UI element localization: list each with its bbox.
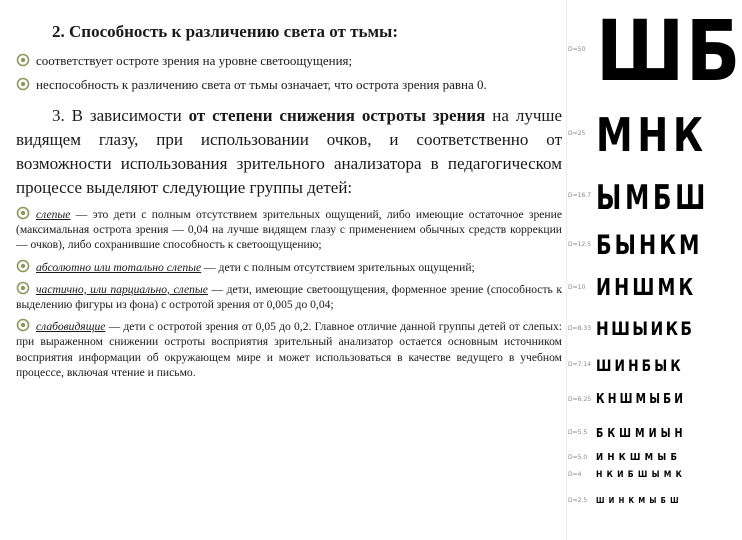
- group-text: — дети с полным отсутствием зрительных ощущений;: [204, 260, 475, 274]
- row-letters: БЫНКМ: [596, 230, 703, 261]
- row-label: D=50: [568, 46, 586, 53]
- row-label: D=10: [568, 284, 586, 291]
- row-label: D=8.33: [568, 325, 592, 332]
- section-3-number: 3.: [52, 106, 65, 125]
- section-2-heading: [52, 22, 562, 42]
- row-letters: ШИНБЫК: [596, 356, 684, 375]
- row-label: D=7.14: [568, 361, 592, 368]
- eye-chart-row: [566, 230, 720, 260]
- eye-chart-row: [566, 426, 720, 442]
- group-text: — это дети с полным отсутствием зрительных ощущений, либо имеющие остаточное зрение (максимальная острота зрения — 0,04 на лучше видящем глазу с применением обычных средств коррекции — очков), либо сохранившие способность к светоощущению;: [16, 208, 562, 252]
- eye-chart: [566, 0, 742, 540]
- bullet-ring-icon: [16, 318, 30, 332]
- group-term: слабовидящие: [36, 320, 106, 334]
- text-column: [16, 22, 562, 380]
- eye-chart-row: [566, 176, 720, 216]
- section-3-paragraph: [16, 104, 562, 200]
- row-letters: МНК: [596, 108, 708, 162]
- bullet-ring-icon: [16, 281, 30, 295]
- eye-chart-row: [566, 2, 742, 100]
- eye-chart-row: [566, 108, 720, 160]
- eye-chart-row: [566, 318, 720, 342]
- bullet-item: [16, 52, 562, 70]
- section-2-number: 2.: [52, 22, 65, 41]
- section-3-text-after: на лучше видящем глазу, при использовании очков, и соответственно от возможности использования зрительного анализатора в педагогическом процессе выделяют следующие группы детей:: [16, 106, 562, 197]
- row-letters: НШЫИКБ: [596, 318, 695, 340]
- section-3-bold-text: от степени снижения остроты зрения: [188, 106, 486, 125]
- group-item: [16, 206, 562, 253]
- row-letters: ЫМБШ: [596, 178, 710, 218]
- row-label: D=6.25: [568, 396, 592, 403]
- row-label: D=5.0: [568, 454, 588, 461]
- group-term: частично, или парциально, слепые: [36, 282, 208, 296]
- bullet-text: неспособность к различению света от тьмы означает, что острота зрения равна 0.: [36, 77, 487, 92]
- row-letters: ИНКШМЫБ: [596, 452, 682, 463]
- bullet-ring-icon: [16, 259, 30, 273]
- eye-chart-row: [566, 470, 720, 482]
- group-item: [16, 259, 562, 275]
- row-letters: ИНШМК: [596, 275, 697, 301]
- eye-chart-row: [566, 275, 720, 303]
- row-label: D=25: [568, 130, 586, 137]
- group-term: слепые: [36, 208, 71, 221]
- bullet-text: соответствует остроте зрения на уровне светоощущения;: [36, 53, 353, 68]
- section-2-title: Способность к различению света от тьмы:: [69, 22, 398, 41]
- row-label: D=16.7: [568, 192, 592, 199]
- bullet-item: [16, 76, 562, 94]
- row-letters: КНШМЫБИ: [596, 392, 687, 407]
- group-text: — дети с остротой зрения от 0,05 до 0,2. Главное отличие данной группы детей от слепых: при выраженном снижении остроты восприятия зрительный анализатор остается основным источником восприятия информации об окружающем мире и может использоваться в качестве ведущего в учебном процессе, включая чтение и письмо.: [16, 320, 562, 379]
- eye-chart-row: [566, 452, 720, 466]
- bullet-ring-icon: [16, 53, 30, 67]
- row-letters: ШИНКМЫБШ: [596, 496, 683, 505]
- bullet-ring-icon: [16, 206, 30, 220]
- row-label: D=4: [568, 471, 582, 478]
- row-letters: ШБ: [596, 2, 742, 100]
- group-text: — дети, имеющие светоощущения, форменное зрение (способность к выделению фигуры из фона) с остротой зрения от 0,005 до 0,04;: [16, 282, 562, 312]
- row-letters: БКШМИЫН: [596, 426, 687, 440]
- group-item: [16, 318, 562, 380]
- bullet-ring-icon: [16, 77, 30, 91]
- eye-chart-row: [566, 392, 720, 410]
- row-letters: НКИБШЫМК: [596, 470, 687, 480]
- row-label: D=2.5: [568, 497, 588, 504]
- eye-chart-row: [566, 356, 720, 376]
- group-item: [16, 281, 562, 312]
- row-label: D=5.5: [568, 429, 588, 436]
- row-label: D=12.5: [568, 241, 592, 248]
- group-term: абсолютно или тотально слепые: [36, 260, 202, 274]
- eye-chart-row: [566, 496, 720, 508]
- section-3-text-before: В зависимости: [71, 106, 182, 125]
